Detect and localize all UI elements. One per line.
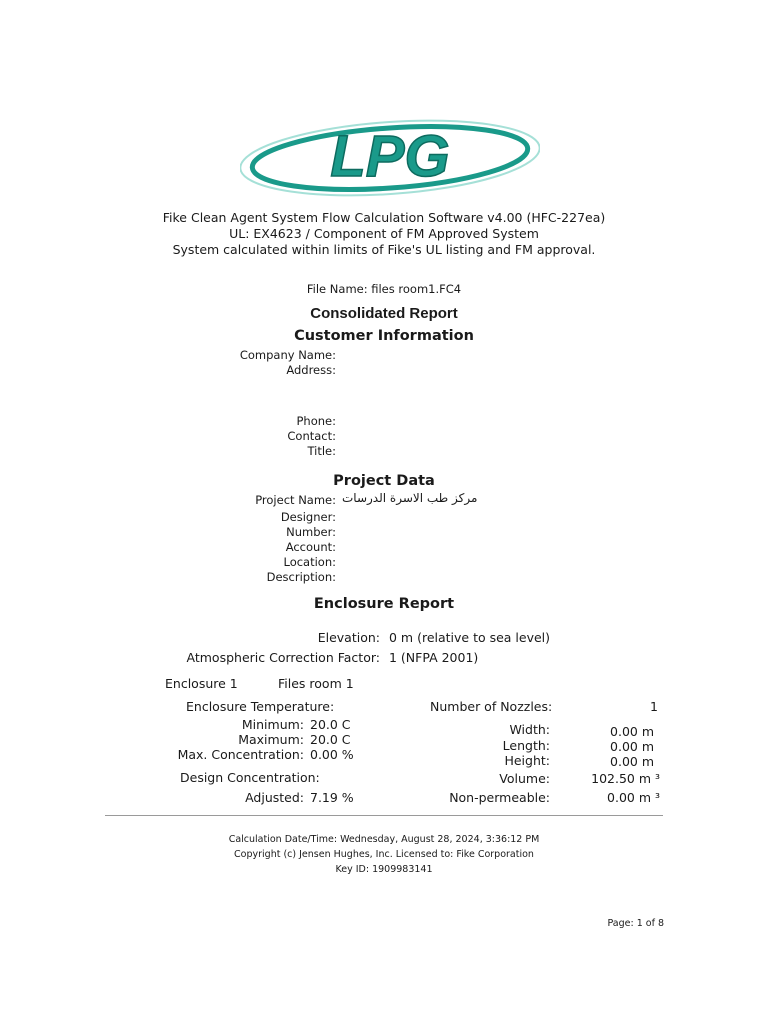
nozzles-label: Number of Nozzles: [430,699,553,714]
copyright: Copyright (c) Jensen Hughes, Inc. Licensed to: Fike Corporation [234,849,534,860]
length-value: 0.00 m [610,739,654,754]
number-label: Number: [286,525,336,539]
ul-listing: UL: EX4623 / Component of FM Approved System [229,226,539,241]
elevation-label: Elevation: [317,630,380,645]
volume-label: Volume: [499,771,550,786]
design-concentration-label: Design Concentration: [180,770,320,785]
logo-text: LPG [330,124,450,189]
phone-label: Phone: [296,414,336,428]
max-concentration-value: 0.00 % [310,747,354,762]
acf-value: 1 (NFPA 2001) [389,650,479,665]
elevation-value: 0 m (relative to sea level) [389,630,551,645]
file-name: File Name: files room1.FC4 [306,282,462,296]
approval-note: System calculated within limits of Fike's UL listing and FM approval. [172,242,596,257]
key-id: Key ID: 1909983141 [335,864,433,875]
account-label: Account: [285,540,336,554]
height-label: Height: [504,753,550,768]
length-label: Length: [502,738,550,753]
company-name-label: Company Name: [239,348,336,362]
min-temp-value: 20.0 C [310,717,351,732]
logo-graphic [240,118,540,198]
title-label: Title: [307,444,336,458]
max-temp-value: 20.0 C [310,732,351,747]
max-temp-label: Maximum: [238,732,304,747]
location-label: Location: [283,555,336,569]
width-value: 0.00 m [610,724,654,739]
volume-value: 102.50 m ³ [591,771,660,786]
description-label: Description: [266,570,336,584]
page-number: Page: 1 of 8 [607,918,664,929]
nozzles-value: 1 [650,699,658,714]
customer-info-heading: Customer Information [294,328,474,344]
calculation-datetime: Calculation Date/Time: Wednesday, August 28, 2024, 3:36:12 PM [228,834,540,845]
non-permeable-value: 0.00 m ³ [607,790,660,805]
enclosure-report-heading: Enclosure Report [313,596,455,612]
address-label: Address: [286,363,336,377]
adjusted-value: 7.19 % [310,790,354,805]
project-name-value: مركز طب الاسرة الدرسات [342,491,478,505]
enclosure-name: Files room 1 [278,676,354,691]
footer-divider [105,815,663,816]
height-value: 0.00 m [610,754,654,769]
width-label: Width: [509,722,550,737]
contact-label: Contact: [287,429,336,443]
max-concentration-label: Max. Concentration: [177,747,304,762]
enclosure-number: Enclosure 1 [165,676,238,691]
enclosure-temp-label: Enclosure Temperature: [186,699,335,714]
project-data-heading: Project Data [333,473,435,489]
min-temp-label: Minimum: [241,717,304,732]
project-name-label: Project Name: [255,493,336,507]
software-title: Fike Clean Agent System Flow Calculation Software v4.00 (HFC-227ea) [162,210,606,225]
adjusted-label: Adjusted: [245,790,304,805]
designer-label: Designer: [280,510,336,524]
lpg-logo [240,118,540,198]
report-title: Consolidated Report [310,305,458,322]
non-permeable-label: Non-permeable: [449,790,550,805]
acf-label: Atmospheric Correction Factor: [186,650,380,665]
